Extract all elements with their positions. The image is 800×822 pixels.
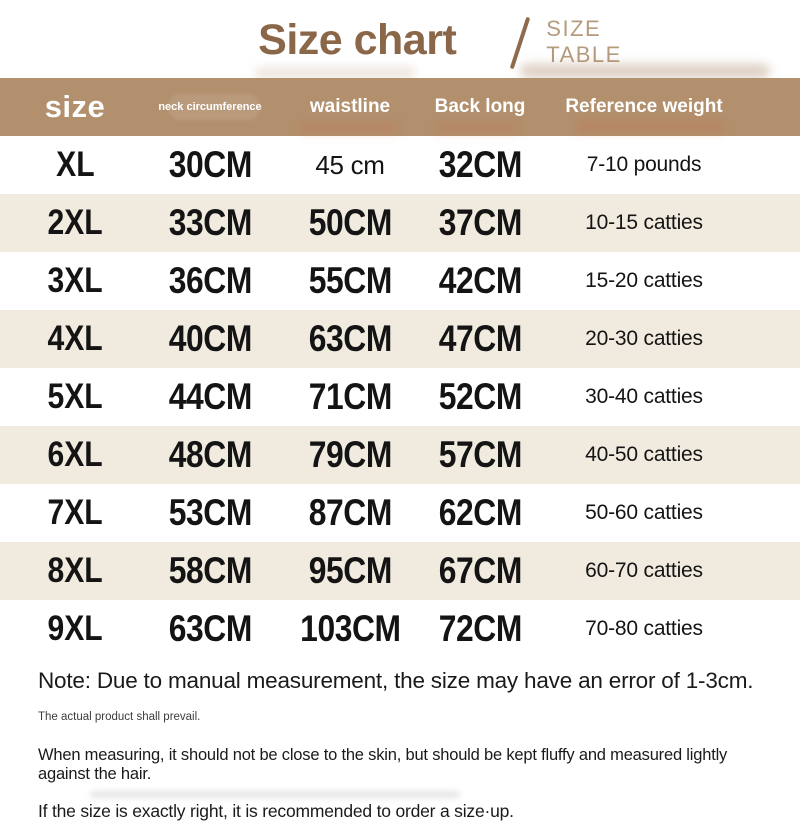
neck-value: 40CM bbox=[168, 318, 252, 359]
waist-value: 71CM bbox=[308, 376, 392, 417]
page-title bbox=[40, 10, 800, 78]
weight-value: 50-60 catties bbox=[585, 501, 703, 524]
waist-value: 45 cm bbox=[315, 149, 385, 180]
table-row-9xl bbox=[0, 600, 800, 658]
neck-value: 53CM bbox=[168, 492, 252, 533]
weight-value: 10-15 catties bbox=[585, 211, 703, 234]
table-row-6xl bbox=[0, 426, 800, 484]
neck-value: 36CM bbox=[168, 260, 252, 301]
size-label: 8XL bbox=[47, 551, 103, 590]
slash-divider-icon bbox=[510, 17, 530, 70]
weight-value: 70-80 catties bbox=[585, 617, 703, 640]
neck-value: 63CM bbox=[168, 608, 252, 649]
back-value: 52CM bbox=[438, 376, 522, 417]
size-label: 5XL bbox=[47, 377, 103, 416]
column-header-reference-weight: Reference weight bbox=[565, 96, 723, 117]
neck-value: 58CM bbox=[168, 550, 252, 591]
note-actual-product: The actual product shall prevail. bbox=[38, 711, 201, 723]
size-label: 3XL bbox=[47, 261, 103, 300]
weight-value: 30-40 catties bbox=[585, 385, 703, 408]
table-header-row bbox=[0, 78, 800, 136]
size-label: 2XL bbox=[47, 203, 103, 242]
weight-value: 20-30 catties bbox=[585, 327, 703, 350]
title-side-caption bbox=[546, 10, 622, 69]
title-side-line1: SIZE bbox=[546, 16, 602, 41]
waist-value: 103CM bbox=[299, 608, 401, 649]
back-value: 57CM bbox=[438, 434, 522, 475]
column-header-neck-circumference: neck circumference bbox=[158, 101, 262, 113]
neck-value: 30CM bbox=[168, 144, 252, 185]
neck-value: 33CM bbox=[168, 202, 252, 243]
waist-value: 87CM bbox=[308, 492, 392, 533]
waist-value: 95CM bbox=[308, 550, 392, 591]
waist-value: 79CM bbox=[308, 434, 392, 475]
back-value: 72CM bbox=[438, 608, 522, 649]
size-label: 4XL bbox=[47, 319, 103, 358]
size-label: XL bbox=[55, 145, 95, 184]
notes-section bbox=[38, 668, 778, 822]
back-value: 47CM bbox=[438, 318, 522, 359]
column-header-size: size bbox=[44, 89, 106, 124]
back-value: 62CM bbox=[438, 492, 522, 533]
table-row-2xl bbox=[0, 194, 800, 252]
waist-value: 50CM bbox=[308, 202, 392, 243]
size-label: 7XL bbox=[47, 493, 103, 532]
back-value: 37CM bbox=[438, 202, 522, 243]
note-measurement-error: Note: Due to manual measurement, the size may have an error of 1-3cm. bbox=[38, 668, 754, 693]
weight-value: 7-10 pounds bbox=[586, 153, 702, 176]
table-row-4xl bbox=[0, 310, 800, 368]
back-value: 32CM bbox=[438, 144, 522, 185]
weight-value: 40-50 catties bbox=[585, 443, 703, 466]
column-header-waistline: waistline bbox=[309, 96, 391, 117]
back-value: 67CM bbox=[438, 550, 522, 591]
neck-value: 48CM bbox=[168, 434, 252, 475]
size-label: 9XL bbox=[47, 609, 103, 648]
table-row-3xl bbox=[0, 252, 800, 310]
title-text: Size chart bbox=[258, 16, 457, 64]
table-row-xl bbox=[0, 136, 800, 194]
neck-value: 44CM bbox=[168, 376, 252, 417]
table-row-7xl bbox=[0, 484, 800, 542]
table-row-5xl bbox=[0, 368, 800, 426]
weight-value: 60-70 catties bbox=[585, 559, 703, 582]
weight-value: 15-20 catties bbox=[585, 269, 703, 292]
column-header-back-long: Back long bbox=[434, 96, 526, 117]
note-size-up-recommendation: If the size is exactly right, it is recommended to order a size·up. bbox=[38, 801, 514, 821]
note-measuring-instruction: When measuring, it should not be close to the skin, but should be kept fluffy and measured lightly against the hair. bbox=[38, 746, 728, 783]
table-row-8xl bbox=[0, 542, 800, 600]
size-label: 6XL bbox=[47, 435, 103, 474]
back-value: 42CM bbox=[438, 260, 522, 301]
size-chart-table bbox=[0, 78, 800, 658]
waist-value: 55CM bbox=[308, 260, 392, 301]
waist-value: 63CM bbox=[308, 318, 392, 359]
title-side-line2: TABLE bbox=[546, 42, 622, 68]
